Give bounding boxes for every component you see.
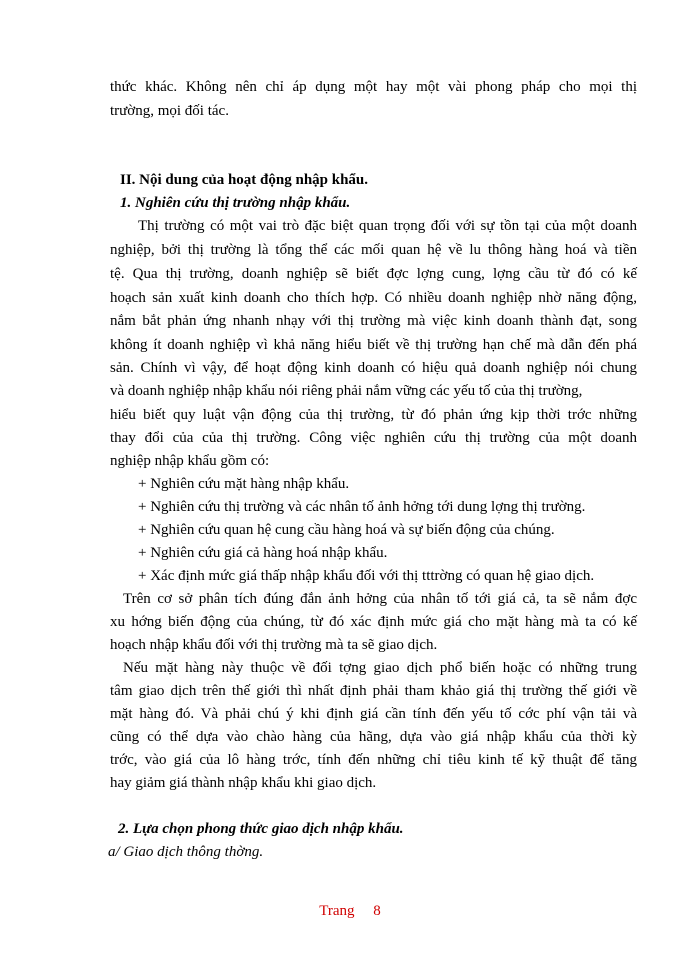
list-item: + Nghiên cứu quan hệ cung cầu hàng hoá và sự biến động của chúng. [138, 522, 555, 538]
paragraph-line: trường, mọi đối tác. [110, 103, 229, 119]
paragraph-line: thức khác. Không nên chỉ áp dụng một hay một vài phong pháp cho mọi thị [110, 79, 637, 95]
paragraph-line: xu hớng biến động của chúng, từ đó xác định mức giá cho mặt hàng mà ta có kế [110, 614, 637, 630]
paragraph-line: trớc, vào giá của lô hàng trớc, tính đến những chỉ tiêu kinh tế kỹ thuật để tăng [110, 752, 637, 768]
paragraph-line: hoạch nhập khẩu đối với thị trường mà ta sẽ giao dịch. [110, 637, 438, 653]
paragraph-line: hiểu biết quy luật vận động của thị trường, từ đó phản ứng kịp thời trớc những [110, 407, 637, 423]
list-item: + Nghiên cứu mặt hàng nhập khẩu. [138, 476, 350, 492]
subsection-heading: 2. Lựa chọn phong thức giao dịch nhập khẩu. [118, 821, 404, 837]
paragraph-line: tệ. Qua thị trường, doanh nghiệp sẽ biết đợc lợng cung, lợng cầu từ đó có kế [110, 266, 637, 282]
page-number: Trang 8 [319, 903, 381, 919]
paragraph-line: thay đổi của của thị trường. Công việc nghiên cứu thị trường của một doanh [110, 430, 637, 446]
paragraph-line: Nếu mặt hàng này thuộc về đối tợng giao dịch phổ biến hoặc có những trung [123, 660, 637, 676]
subsection-heading: 1. Nghiên cứu thị trường nhập khẩu. [120, 195, 351, 211]
paragraph-line: Trên cơ sở phân tích đúng đắn ảnh hởng của nhân tố tới giá cả, ta sẽ nắm đợc [123, 591, 637, 607]
paragraph-line: cũng có thể dựa vào chào hàng của hãng, dựa vào giá nhập khẩu của thời kỳ [110, 729, 637, 745]
paragraph-line: và doanh nghiệp nhập khẩu nói riêng phải nắm vững các yếu tố của thị trường, [110, 383, 583, 399]
paragraph-line: hay giảm giá thành nhập khẩu khi giao dịch. [110, 775, 377, 791]
list-item: + Nghiên cứu giá cả hàng hoá nhập khẩu. [138, 545, 388, 561]
paragraph-line: mặt hàng đó. Và phải chú ý khi định giá cần tính đến yếu tố cớc phí vận tải và [110, 706, 637, 722]
section-heading: II. Nội dung của hoạt động nhập khẩu. [120, 172, 369, 188]
paragraph-line: hoạch sản xuất kinh doanh cho thích hợp. Có nhiều doanh nghiệp nhờ năng động, [110, 290, 637, 306]
paragraph-line: không ít doanh nghiệp vì khả năng hiểu biết về thị trường hạn chế mà dẫn đến phá [110, 337, 637, 353]
list-item: + Xác định mức giá thấp nhập khẩu đối với thị tttrờng có quan hệ giao dịch. [138, 568, 595, 584]
paragraph-line: nghiệp, bởi thị trường là tổng thể các mối quan hệ về lu thông hàng hoá và tiền [110, 242, 637, 258]
paragraph-line: nghiệp nhập khẩu gồm có: [110, 453, 270, 469]
sub-heading: a/ Giao dịch thông thờng. [108, 844, 264, 860]
paragraph-line: Thị trường có một vai trò đặc biệt quan trọng đối với sự tồn tại của một doanh [138, 218, 637, 234]
paragraph-line: sản. Chính vì vậy, để hoạt động kinh doanh có hiệu quả doanh nghiệp nói chung [110, 360, 637, 376]
paragraph-line: nắm bắt phản ứng nhanh nhạy với thị trường mà việc kinh doanh thành đạt, song [110, 313, 637, 329]
list-item: + Nghiên cứu thị trường và các nhân tố ảnh hởng tới dung lợng thị trường. [138, 499, 586, 515]
paragraph-line: tâm giao dịch trên thế giới thì nhất định phải tham khảo giá thị trường thế giới về [110, 683, 637, 699]
